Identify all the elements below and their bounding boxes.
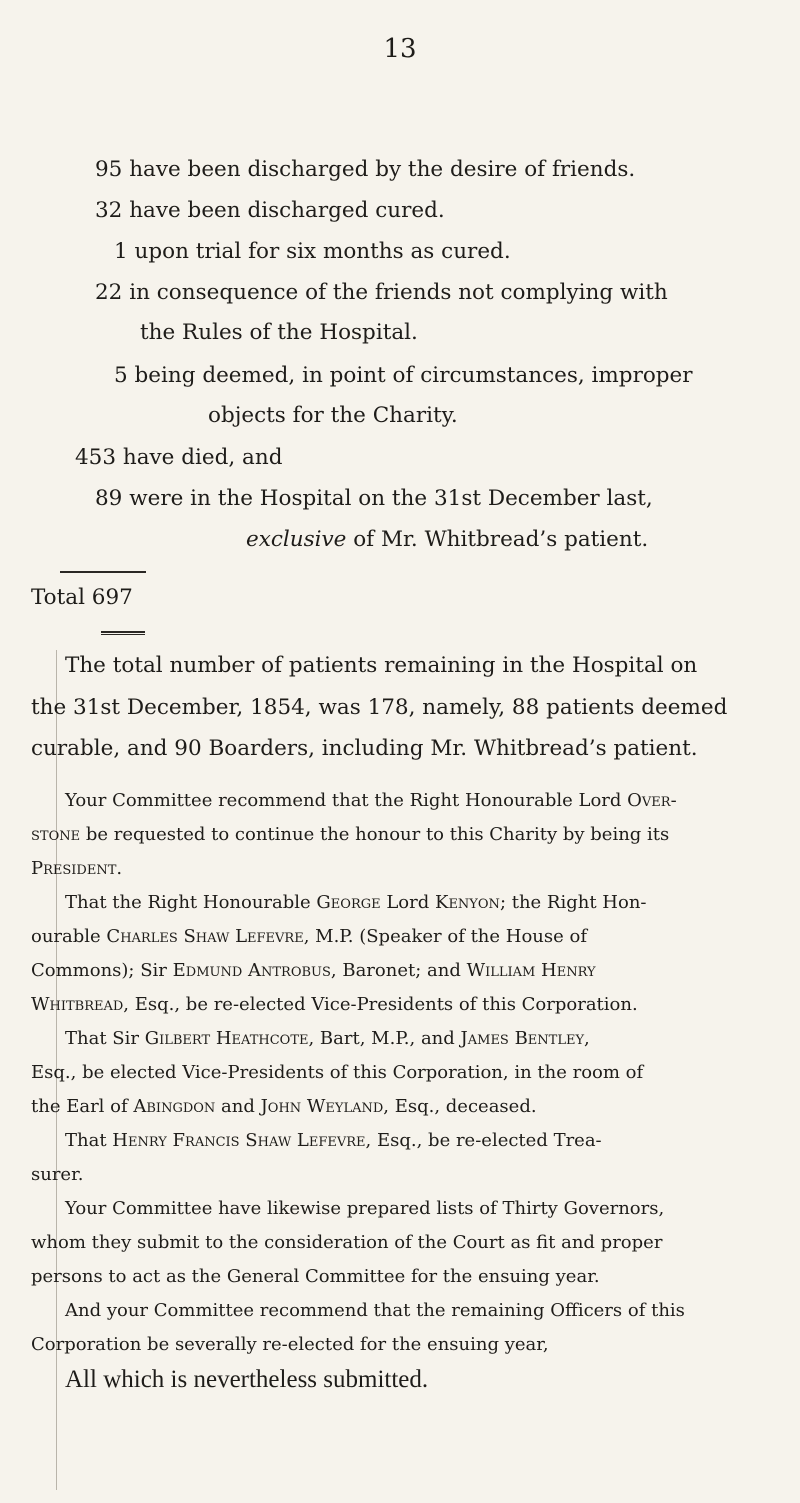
treasurer-line-1: That Henry Francis Shaw Lefevre, Esq., be re-elected Trea- — [65, 1130, 602, 1151]
vp-elect-line-2: Esq., be elected Vice-Presidents of this Corporation, in the room of — [31, 1062, 644, 1083]
governors-line-1: Your Committee have likewise prepared lists of Thirty Governors, — [65, 1198, 665, 1219]
name-overstone: Over- — [627, 790, 677, 811]
discharge-line-died: 453 have died, and — [75, 445, 283, 470]
governors-line-3: persons to act as the General Committee for the ensuing year. — [31, 1266, 600, 1287]
name-george: George — [316, 892, 381, 913]
name-henry-francis-shaw-lefevre: Henry Francis Shaw Lefevre — [112, 1130, 366, 1151]
discharge-line-trial: 1 upon trial for six months as cured. — [114, 239, 511, 264]
double-rule — [101, 631, 145, 635]
name-james-bentley: James Bentley — [460, 1028, 585, 1049]
president-title: President. — [31, 858, 123, 879]
vp-reelect-line-4: Whitbread, Esq., be re-elected Vice-Presidents of this Corporation. — [31, 994, 638, 1015]
total-line: Total 697 — [31, 585, 133, 610]
closing-line: All which is nevertheless submitted. — [65, 1366, 429, 1393]
officers-line-1: And your Committee recommend that the remaining Officers of this — [65, 1300, 685, 1321]
remaining-line-1: The total number of patients remaining in the Hospital on — [65, 653, 698, 678]
remaining-line-2: the 31st December, 1854, was 178, namely, 88 patients deemed — [31, 695, 728, 720]
officers-line-2: Corporation be severally re-elected for the ensuing year, — [31, 1334, 549, 1355]
name-charles-shaw-lefevre: Charles Shaw Lefevre — [106, 926, 304, 947]
vp-elect-line-1: That Sir Gilbert Heathcote, Bart, M.P., and James Bentley, — [65, 1028, 590, 1049]
name-william-henry: William Henry — [466, 960, 596, 981]
total-rule — [60, 571, 146, 573]
name-edmund-antrobus: Edmund Antrobus — [172, 960, 331, 981]
discharge-line-cured: 32 have been discharged cured. — [95, 198, 445, 223]
discharge-line-improper-cont: objects for the Charity. — [208, 403, 458, 428]
governors-line-2: whom they submit to the consideration of the Court as fit and proper — [31, 1232, 663, 1253]
name-gilbert-heathcote: Gilbert Heathcote — [144, 1028, 309, 1049]
name-abingdon: Abingdon — [133, 1096, 216, 1117]
remaining-line-3: curable, and 90 Boarders, including Mr. Whitbread’s patient. — [31, 736, 698, 761]
discharge-line-exclusive — [246, 520, 648, 560]
discharge-line-remaining: 89 were in the Hospital on the 31st December last, — [95, 486, 653, 511]
treasurer-line-2: surer. — [31, 1164, 84, 1185]
discharge-line-rules: 22 in consequence of the friends not complying with — [95, 280, 668, 305]
president-line-2: stone be requested to continue the honour to this Charity by being its — [31, 824, 670, 845]
vp-reelect-line-2: ourable Charles Shaw Lefevre, M.P. (Speaker of the House of — [31, 926, 588, 947]
vp-elect-line-3: the Earl of Abingdon and John Weyland, Esq., deceased. — [31, 1096, 537, 1117]
name-whitbread: Whitbread — [31, 994, 124, 1015]
page-number: 13 — [383, 34, 417, 64]
discharge-line-rules-cont: the Rules of the Hospital. — [140, 320, 418, 345]
vp-reelect-line-1: That the Right Honourable George Lord Kenyon; the Right Hon- — [65, 892, 647, 913]
president-line-1: Your Committee recommend that the Right Honourable Lord Over- — [65, 790, 677, 811]
vp-reelect-line-3: Commons); Sir Edmund Antrobus, Baronet; and William Henry — [31, 960, 596, 981]
discharge-line-improper: 5 being deemed, in point of circumstances, improper — [114, 363, 693, 388]
name-john-weyland: John Weyland — [260, 1096, 384, 1117]
exclusive-italic: exclusive — [246, 527, 347, 552]
discharge-line-friends: 95 have been discharged by the desire of friends. — [95, 157, 636, 182]
name-kenyon: Kenyon — [435, 892, 500, 913]
exclusive-rest: of Mr. Whitbread’s patient. — [346, 527, 649, 552]
name-overstone-cont: stone — [31, 824, 81, 845]
